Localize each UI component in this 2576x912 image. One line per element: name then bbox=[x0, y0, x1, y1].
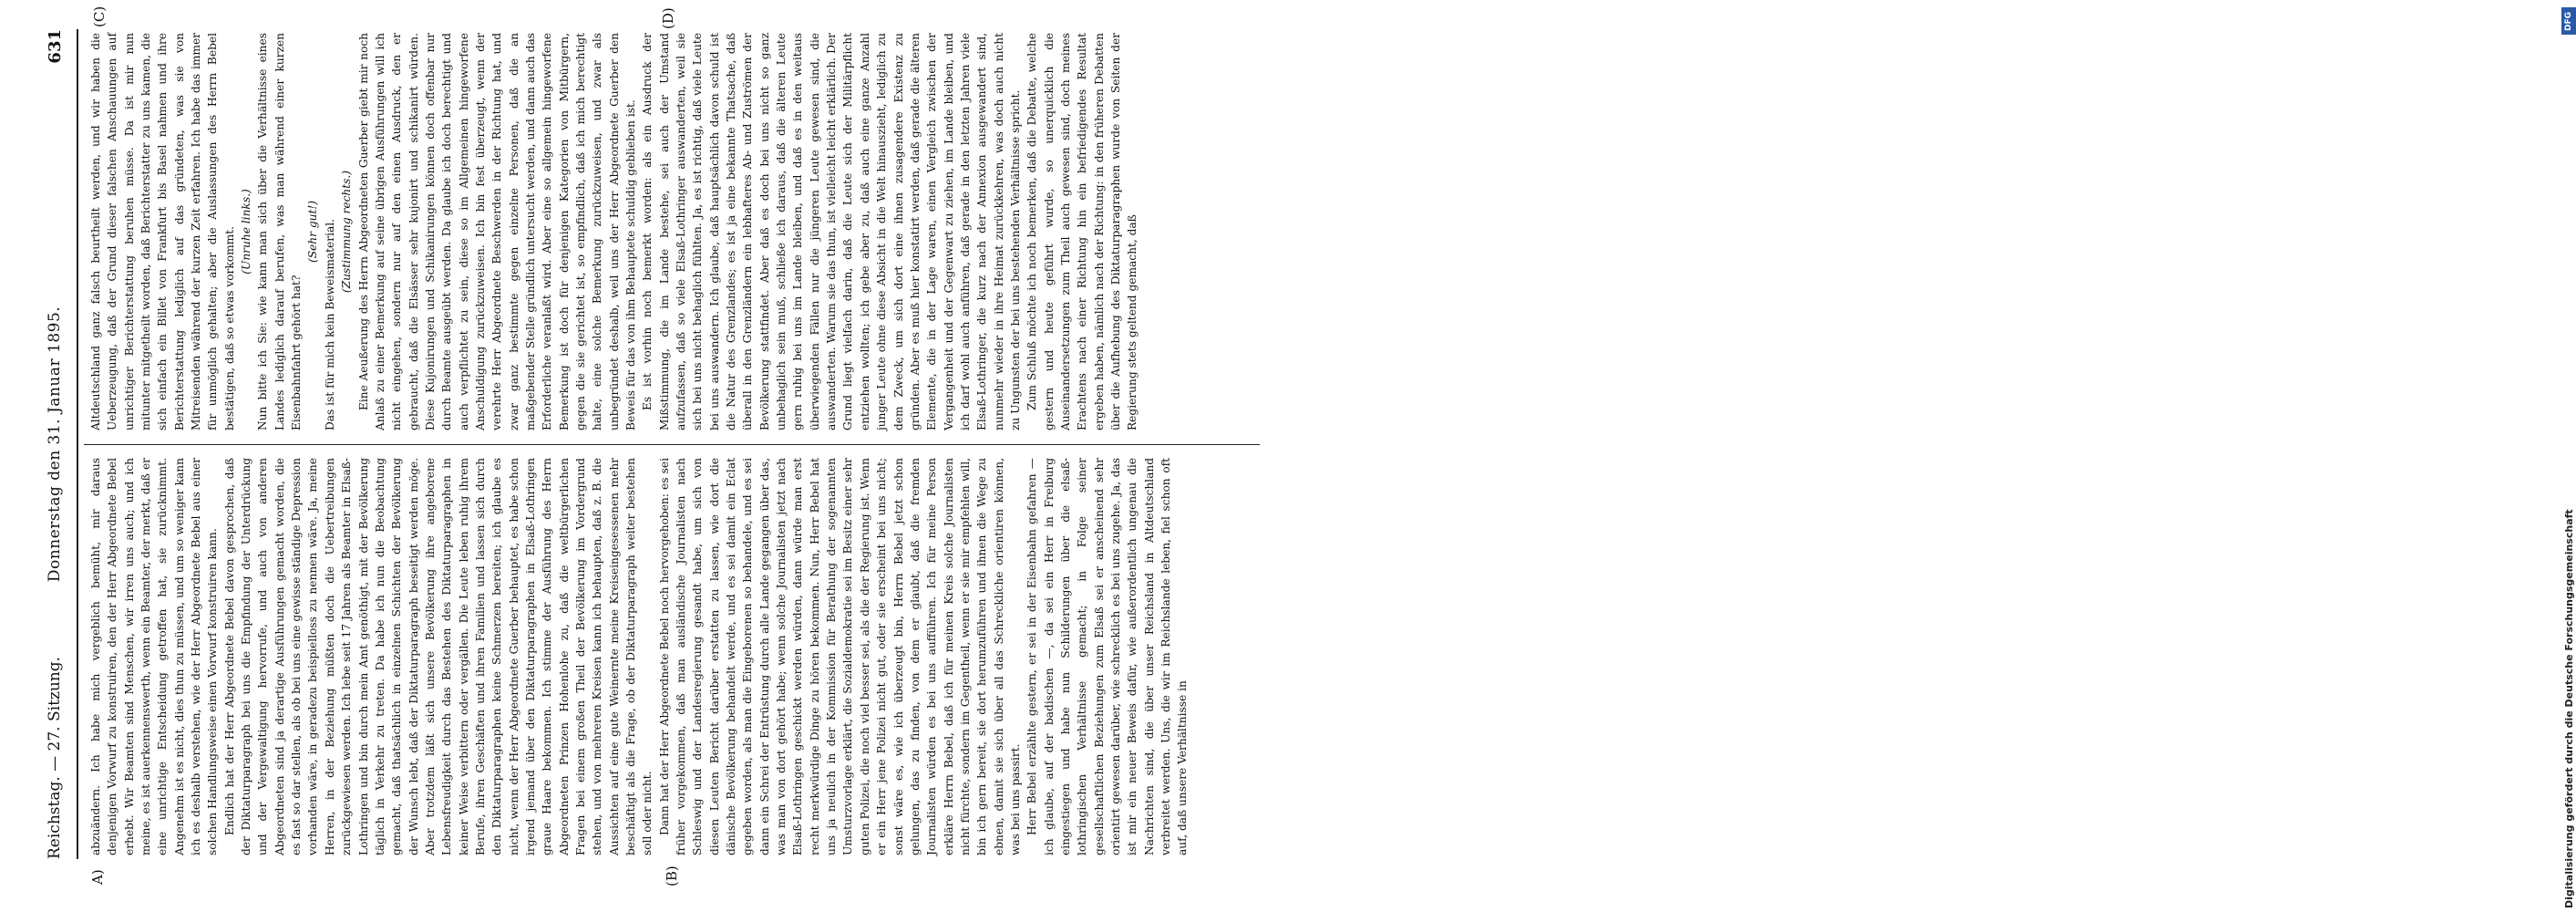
session-label: Reichstag. — 27. Sitzung. bbox=[46, 656, 64, 859]
paragraph: abzuändern. Ich habe mich vergeblich bemüht, mir daraus denjenigen Vorwurf zu konstruiren, den der Herr Abgeordnete Bebel erhebt. Wir Beamten sind Menschen, wir irren uns auch; und ich meine, es ist auerkennenswerth, wenn ein Beamter, der merkt, daß er eine unrichtige Entscheidung getroffen hat, sie zurücknimmt. Angenehm ist es nicht, dies thun zu müssen, und um so weniger kann ich es deshalb verstehen, wie der Herr Abgeordnete Bebel aus einer solchen Handlungsweise einen Vorwurf konstruiren kann. bbox=[89, 458, 220, 855]
paragraph: Dann hat der Herr Abgeordnete Bebel noch hervorgehoben: es sei früher vorgekommen, daß man ausländische Journalisten nach Schleswig und der Landesregierung gesandt habe, um sich von diesen Leuten Bericht darüber erstatten zu lassen, wie dort die dänische Bevölkerung behandelt werde, und es sei damit ein Eclat gegeben worden, als man die Eingeborenen so behandele, und es sei dann ein Schrei der Entrüstung durch alle Lande gegangen über das, was man von dort gehört habe; wenn solche Journalisten jetzt nach Elsaß-Lothringen geschickt werden würden, dann würde man erst recht merkwürdige Dinge zu hören bekommen. Nun, Herr Bebel hat uns ja neulich in der Kommission für Berathung der sogenannten Umsturzvorlage erklärt, die Sozialdemokratie sei im Besitz einer sehr guten Polizei, die noch viel besser sei, als die der Regierung ist. Wenn er ein Herr jene Polizei nicht gut, oder sie erscheint bei uns nicht; sonst wäre es, wie ich überzeugt bin, Herrn Bebel jetzt schon gelungen, das zu finden, von dem er glaubt, daß die fremden Journalisten würden es bei uns aufführen. Ich für meine Person erkläre Herrn Bebel, daß ich für meinen Kreis solche Journalisten nicht fürchte, sondern im Gegentheil, wenn er sie mir empfehlen will, bin ich gern bereit, sie dort herumzuführen und ihnen die Wege zu ebnen, damit sie sich über all das Schreckliche orientiren können, was bei uns passirt. bbox=[657, 458, 1022, 855]
page-title: Donnerstag den 31. Januar 1895. bbox=[46, 306, 64, 583]
column-divider bbox=[84, 444, 1260, 445]
interjection: (Unruhe links.) bbox=[240, 189, 253, 275]
interjection: (Zustimmung rechts.) bbox=[340, 170, 354, 294]
paragraph: Nun bitte ich Sie: wie kann man sich über die Verhältnisse eines Landes lediglich darauf berufen, was man während einer kurzen Eisenbahnfahrt gehört hat? bbox=[256, 33, 304, 430]
text-column-left bbox=[88, 458, 1260, 855]
paragraph: Altdeutschland ganz falsch beurtheilt werden, und wir haben die Ueberzeugung, daß der Grund dieser falschen Anschauungen auf unrichtiger Berichterstattung beruhen müsse. Da ist mir nun mitunter mitgetheilt worden, daß Berichterstatter zu uns kamen, die sich einfach ein Billet von Frankfurt bis Basel nahmen und ihre Berichterstattung lediglich auf das gründeten, was sie von Mitreisenden während der kurzen Zeit erfahren. Ich habe das immer für unmöglich gehalten; aber die Auslassungen des Herrn Bebel bestätigen, daß so etwas vorkommt. bbox=[89, 33, 236, 430]
paragraph: Herr Bebel erzählte gestern, er sei in der Eisenbahn gefahren — ich glaube, auf der badischen —, da sei ein Herr in Freiburg eingestiegen und habe nun Schilderungen über die elsaß-lothringischen Verhältnisse gemacht; in Folge seiner gesellschaftlichen Beziehungen zum Elsaß sei er anscheinend sehr orientirt gewesen darüber, wie schrecklich es bei uns zugehe. Ja, das ist mir ein neuer Beweis dafür, wie außerordentlich ungenau die Nachrichten sind, die über unser Reichsland in Altdeutschland verbreitet werden. Uns, die wir im Reichslande leben, fiel schon oft auf, daß unsere Verhältnisse in bbox=[1025, 458, 1190, 855]
margin-letter-a: A) bbox=[89, 869, 106, 885]
dfg-logo: DFG bbox=[2561, 7, 2576, 35]
digitization-caption: Digitalisierung gefördert durch die Deutsche Forschungsgemeinschaft bbox=[2563, 509, 2575, 908]
margin-letter-c: (C) bbox=[91, 5, 108, 27]
paragraph: Eine Aeußerung des Herrn Abgeordneten Guerber giebt mir noch Anlaß zu einer Bemerkung auf seine übrigen Ausführungen will ich nicht eingehen, sondern nur auf den einen Ausdruck, den er gebraucht, daß die Elsässer sehr kujonirt und schikanirt würden. Diese Kujonirungen und Schikanirungen können doch offenbar nur durch Beamte ausgeübt werden. Da glaube ich doch berechtigt und auch verpflichtet zu sein, diese so im Allgemeinen hingeworfene Anschuldigung zurückzuweisen. Ich bin fest überzeugt, wenn der verehrte Herr Abgeordnete Beschwerden in der Richtung hat, und zwar ganz bestimmte gegen einzelne Personen, daß die an maßgebender Stelle gründlich untersucht werden, und dann auch das Erforderliche veranlaßt wird. Aber eine so allgemein hingeworfene Bemerkung ist doch für denjenigen Kategorien von Mitbürgern, gegen die sie gerichtet ist, so empfindlich, daß ich mich berechtigt halte, eine solche Bemerkung zurückzuweisen, und zwar als unbegründet deshalb, weil uns der Herr Abgeordnete Guerber den Beweis für das von ihm Behauptete schuldig geblieben ist. bbox=[356, 33, 637, 430]
header-rule bbox=[77, 29, 78, 859]
paragraph: Es ist vorhin noch bemerkt worden: als ein Ausdruck der Mißstimmung, die im Lande bestehe, sei auch der Umstand aufzufassen, daß so viele Elsaß-Lothringer auswanderten, weil sie sich bei uns nicht behaglich fühlten. Ja, es ist richtig, daß viele Leute bei uns auswandern. Ich glaube, daß hauptsächlich davon schuld ist die Natur des Grenzlandes; es ist ja eine bekannte Thatsache, daß überall in den Grenzländern ein lebhafteres Ab- und Zuströmen der Bevölkerung stattfindet. Aber daß es doch bei uns nicht so ganz unbehaglich sein muß, schließe ich daraus, daß die älteren Leute gern ruhig bei uns im Lande bleiben, und daß es in den weitaus überwiegenden Fällen nur die jüngeren Leute gewesen sind, die auswanderten. Warum sie das thun, ist vielleicht leicht erklärlich. Der Grund liegt vielfach darin, daß die Leute sich der Militärpflicht entziehen wollten; ich gebe aber zu, daß auch eine ganze Anzahl junger Leute ohne diese Absicht in die Welt hinauszieht, lediglich zu dem Zweck, um sich dort eine ihnen zusagendere Existenz zu gründen. Aber es muß hier konstatirt werden, daß gerade die älteren Elemente, die in der Lage waren, einen Vergleich zwischen der Vergangenheit und der Gegenwart zu ziehen, im Lande bleiben, und ich darf wohl auch anführen, daß gerade in den letzten Jahren viele Elsaß-Lothringer, die kurz nach der Annexion ausgewandert sind, nunmehr wieder in ihre Heimat zurückkehren, was doch auch nicht zu Ungunsten der bei uns bestehenden Verhältnisse spricht. bbox=[641, 33, 1022, 430]
digitization-strip bbox=[1276, 0, 2575, 912]
margin-letter-b: (B) bbox=[664, 865, 680, 886]
interjection: (Sehr gut!) bbox=[306, 200, 320, 264]
margin-letter-d: (D) bbox=[660, 7, 676, 29]
text-column-right bbox=[88, 33, 1260, 430]
page-header bbox=[40, 29, 73, 859]
paragraph: Endlich hat der Herr Abgeordnete Bebel davon gesprochen, daß der Diktaturparagraph bei uns die Empfindung der Unterdrückung und der Vergewaltigung hervorrufe, und auch von anderen Abgeordneten sind ja derartige Ausführungen gemacht worden, die es fast so dar stellen, als ob bei uns eine gewisse ständige Depression vorhanden wäre, in geradezu beispielloss zu nennen wäre. Ja, meine Herren, in der Beziehung müßten doch die Uebertreibungen zurückgewiesen werden. Ich lebe seit 17 Jahren als Beamter in Elsaß-Lothringen und bin durch mein Amt genöthigt, mit der Bevölkerung täglich in Verkehr zu treten. Da habe ich nun die Beobachtung gemacht, daß thatsächlich in einzelnen Schichten der Bevölkerung der Wunsch lebt, daß der Diktaturparagraph beseitigt werden möge. Aber trotzdem läßt sich unsere Bevölkerung ihre angeborene Lebensfreudigkeit durch das Bestehen des Diktaturparagraphen in keiner Weise verbittern oder vergällen. Die Leute leben ruhig ihrem Berufe, ihren Geschäften und ihren Familien und lassen sich durch den Diktaturparagraphen keine Schmerzen bereiten; ich glaube es nicht, wenn der Herr Abgeordnete Guerber behauptet, es habe schon irgend jemand über den Diktaturparagraphen in Elsaß-Lothringen graue Haare bekommen. Ich stimme der Ausführung des Herrn Abgeordneten Prinzen Hohenlohe zu, daß die weltbürgerlichen Fragen bei einem großen Theil der Bevölkerung im Vordergrund stehen, und von mehreren Kreisen kann ich behaupten, daß z. B. die Aussichten auf eine gute Weinernte meine Kreiseingesessenen mehr beschäftigt als die Frage, ob der Diktaturparagraph weiter bestehen soll oder nicht. bbox=[222, 458, 654, 855]
paragraph: Das ist für mich kein Beweismaterial. bbox=[323, 218, 336, 430]
paragraph: Zum Schluß möchte ich noch bemerken, daß die Debatte, welche gestern und heute geführt wurde, so unerquicklich die Auseinandersetzungen zum Theil auch gewesen sind, doch meines Erachtens nach einer Richtung hin ein befriedigendes Resultat ergeben haben, nämlich nach der Richtung: in den früheren Debatten über die Aufhebung des Diktaturparagraphen wurde von Seiten der Regierung stets geltend gemacht, daß bbox=[1025, 33, 1139, 430]
page-number: 631 bbox=[46, 29, 65, 64]
